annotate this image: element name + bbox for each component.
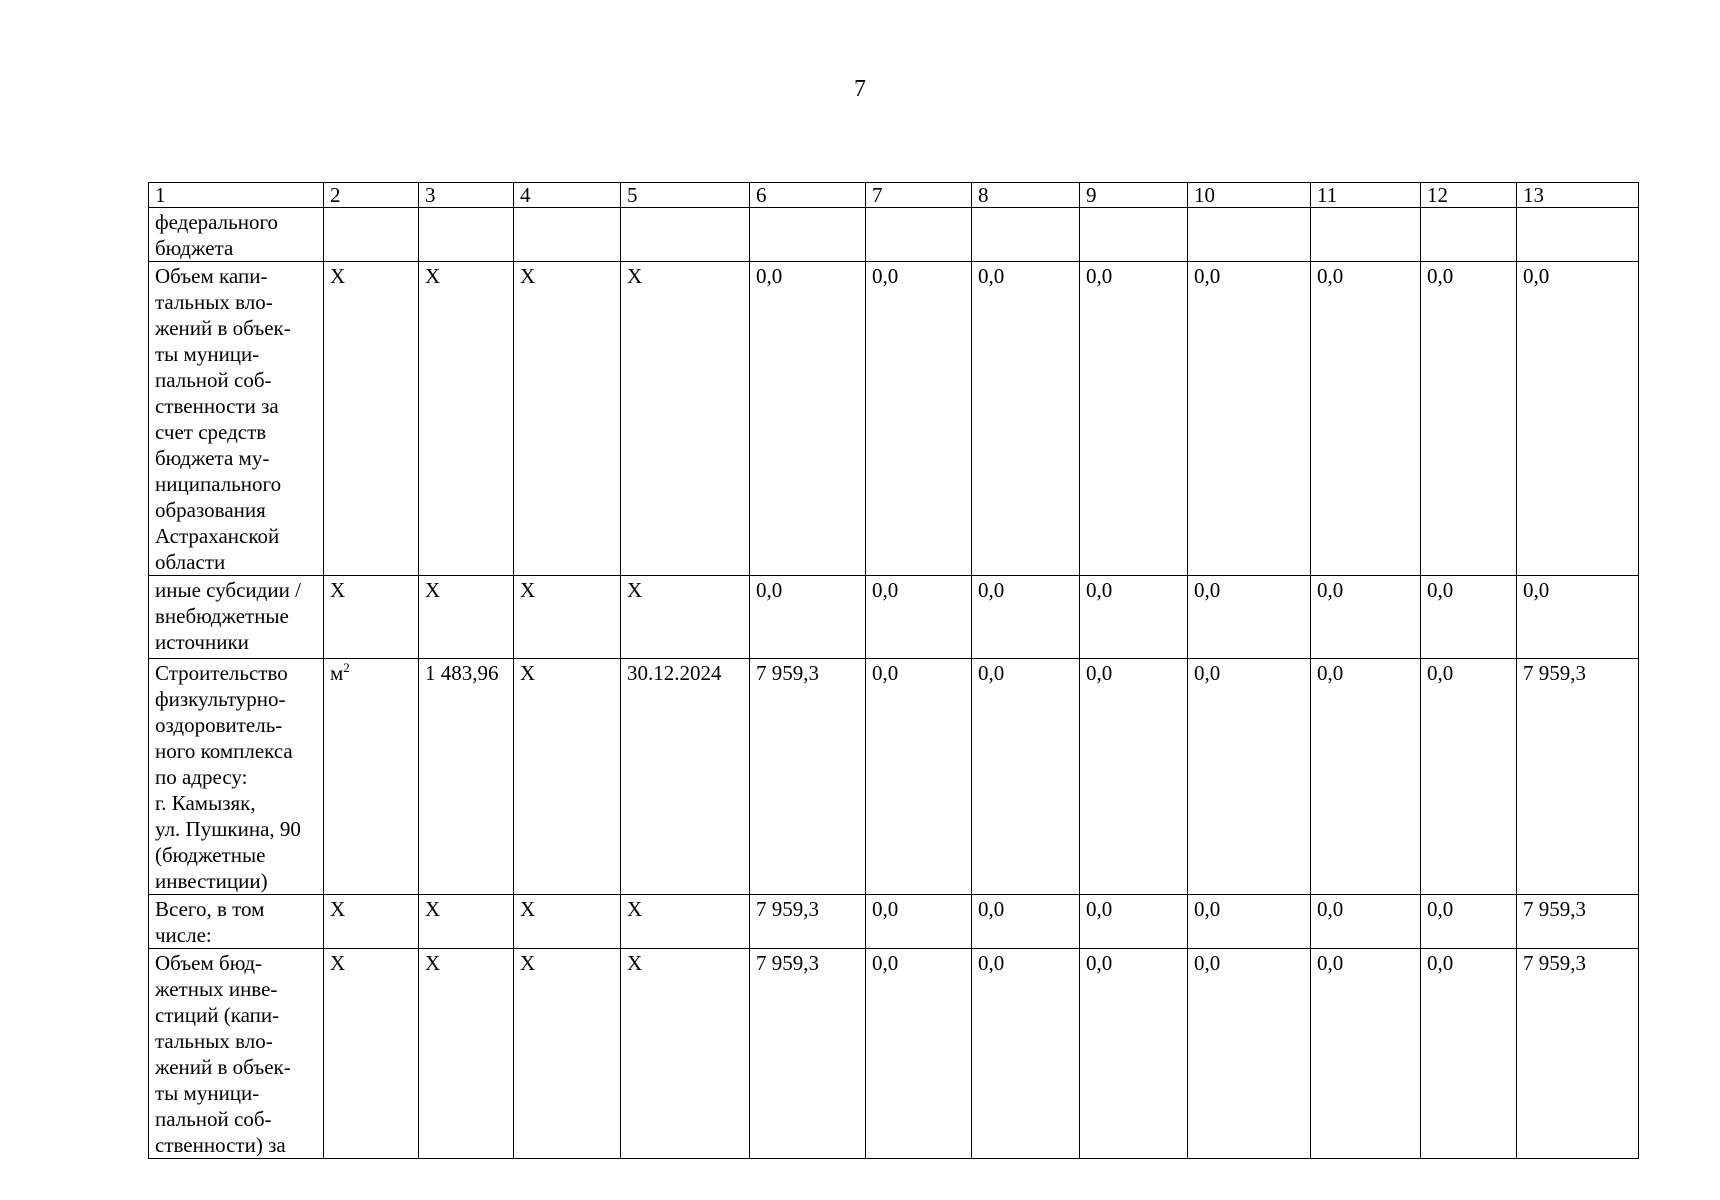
table-cell: 0,0 bbox=[1188, 262, 1311, 576]
table-cell: X bbox=[621, 895, 750, 949]
column-header: 8 bbox=[972, 183, 1080, 208]
table-row bbox=[149, 659, 1639, 895]
unit-text: м bbox=[330, 661, 344, 685]
table-cell: 7 959,3 bbox=[1517, 659, 1639, 895]
table-cell: 0,0 bbox=[972, 576, 1080, 659]
table-cell: 7 959,3 bbox=[750, 659, 866, 895]
table-cell: 0,0 bbox=[866, 576, 972, 659]
table-cell: 0,0 bbox=[1421, 949, 1517, 1159]
table-cell: X bbox=[514, 659, 621, 895]
column-header: 12 bbox=[1421, 183, 1517, 208]
column-header: 13 bbox=[1517, 183, 1639, 208]
row-label: федерального бюджета bbox=[149, 208, 324, 262]
table-cell bbox=[1517, 208, 1639, 262]
table-cell: X bbox=[324, 262, 419, 576]
table-cell: 0,0 bbox=[1188, 576, 1311, 659]
table-cell: 0,0 bbox=[972, 949, 1080, 1159]
column-header: 1 bbox=[149, 183, 324, 208]
page-number: 7 bbox=[854, 76, 866, 102]
table-cell: 0,0 bbox=[1311, 576, 1421, 659]
table-cell: 7 959,3 bbox=[750, 895, 866, 949]
table-cell bbox=[1311, 208, 1421, 262]
table-cell: X bbox=[514, 895, 621, 949]
table-cell: 0,0 bbox=[972, 895, 1080, 949]
table-cell: X bbox=[514, 576, 621, 659]
table-cell: 0,0 bbox=[1421, 659, 1517, 895]
table-cell: 0,0 bbox=[1080, 895, 1188, 949]
table-cell bbox=[750, 208, 866, 262]
table-cell: X bbox=[324, 895, 419, 949]
table-cell: X bbox=[621, 262, 750, 576]
column-header: 11 bbox=[1311, 183, 1421, 208]
table-cell: 0,0 bbox=[866, 262, 972, 576]
table-cell: 0,0 bbox=[1517, 262, 1639, 576]
column-header: 5 bbox=[621, 183, 750, 208]
table-cell: 0,0 bbox=[1311, 262, 1421, 576]
table-cell: 0,0 bbox=[1311, 659, 1421, 895]
table-cell: X bbox=[621, 576, 750, 659]
table-cell: 7 959,3 bbox=[1517, 895, 1639, 949]
row-label: иные субсидии / внебюджетные источники bbox=[149, 576, 324, 659]
column-header: 3 bbox=[419, 183, 514, 208]
table-cell: 0,0 bbox=[1188, 949, 1311, 1159]
unit-superscript: 2 bbox=[343, 660, 350, 675]
table-cell bbox=[1421, 208, 1517, 262]
header-row bbox=[149, 183, 1639, 208]
table-row bbox=[149, 576, 1639, 659]
row-label: Объем бюд- жетных инве- стиций (капи- тальных вло- жений в объек- ты муници- пальной соб- ственности) за bbox=[149, 949, 324, 1159]
table-cell: 0,0 bbox=[866, 949, 972, 1159]
row-label: Объем капи- тальных вло- жений в объек- ты муници- пальной соб- ственности за счет средств бюджета му- ниципального образования Астраханской области bbox=[149, 262, 324, 576]
table-row bbox=[149, 262, 1639, 576]
column-header: 2 bbox=[324, 183, 419, 208]
table-cell: 7 959,3 bbox=[750, 949, 866, 1159]
table-row bbox=[149, 895, 1639, 949]
table-cell bbox=[514, 208, 621, 262]
table-cell: X bbox=[621, 949, 750, 1159]
table-cell: 0,0 bbox=[1517, 576, 1639, 659]
table-cell bbox=[324, 208, 419, 262]
table-cell: 0,0 bbox=[1421, 576, 1517, 659]
table-cell: X bbox=[514, 949, 621, 1159]
table-cell: X bbox=[419, 895, 514, 949]
table-cell bbox=[1188, 208, 1311, 262]
table-cell: X bbox=[324, 576, 419, 659]
table-cell: 30.12.2024 bbox=[621, 659, 750, 895]
column-header: 4 bbox=[514, 183, 621, 208]
table-cell: 0,0 bbox=[1188, 895, 1311, 949]
table-cell bbox=[1080, 208, 1188, 262]
unit-cell bbox=[324, 659, 419, 895]
table-cell: X bbox=[419, 576, 514, 659]
table-cell: 0,0 bbox=[1311, 949, 1421, 1159]
table-cell bbox=[621, 208, 750, 262]
table-cell: 0,0 bbox=[1080, 262, 1188, 576]
table-cell: X bbox=[514, 262, 621, 576]
table-cell: 1 483,96 bbox=[419, 659, 514, 895]
table-cell: X bbox=[419, 949, 514, 1159]
table-cell: 0,0 bbox=[1421, 262, 1517, 576]
table-cell: 0,0 bbox=[1080, 949, 1188, 1159]
table-cell: 0,0 bbox=[750, 262, 866, 576]
table-cell: 0,0 bbox=[1080, 576, 1188, 659]
table-cell: 0,0 bbox=[972, 262, 1080, 576]
column-header: 10 bbox=[1188, 183, 1311, 208]
table-cell: 7 959,3 bbox=[1517, 949, 1639, 1159]
table-cell: 0,0 bbox=[1188, 659, 1311, 895]
table-cell: X bbox=[419, 262, 514, 576]
row-label: Строительство физкультурно- оздоровитель- ного комплекса по адресу: г. Камызяк, ул. Пушкина, 90 (бюджетные инвестиции) bbox=[149, 659, 324, 895]
table-cell: 0,0 bbox=[1421, 895, 1517, 949]
table-row bbox=[149, 208, 1639, 262]
column-header: 9 bbox=[1080, 183, 1188, 208]
table-cell: X bbox=[324, 949, 419, 1159]
table-cell bbox=[866, 208, 972, 262]
table-cell: 0,0 bbox=[1311, 895, 1421, 949]
column-header: 7 bbox=[866, 183, 972, 208]
table-cell: 0,0 bbox=[1080, 659, 1188, 895]
table-cell bbox=[419, 208, 514, 262]
table-cell: 0,0 bbox=[866, 895, 972, 949]
table-row bbox=[149, 949, 1639, 1159]
table-cell: 0,0 bbox=[972, 659, 1080, 895]
table-cell bbox=[972, 208, 1080, 262]
table-cell: 0,0 bbox=[866, 659, 972, 895]
table-cell: 0,0 bbox=[750, 576, 866, 659]
budget-table bbox=[148, 182, 1639, 1159]
column-header: 6 bbox=[750, 183, 866, 208]
row-label: Всего, в том числе: bbox=[149, 895, 324, 949]
